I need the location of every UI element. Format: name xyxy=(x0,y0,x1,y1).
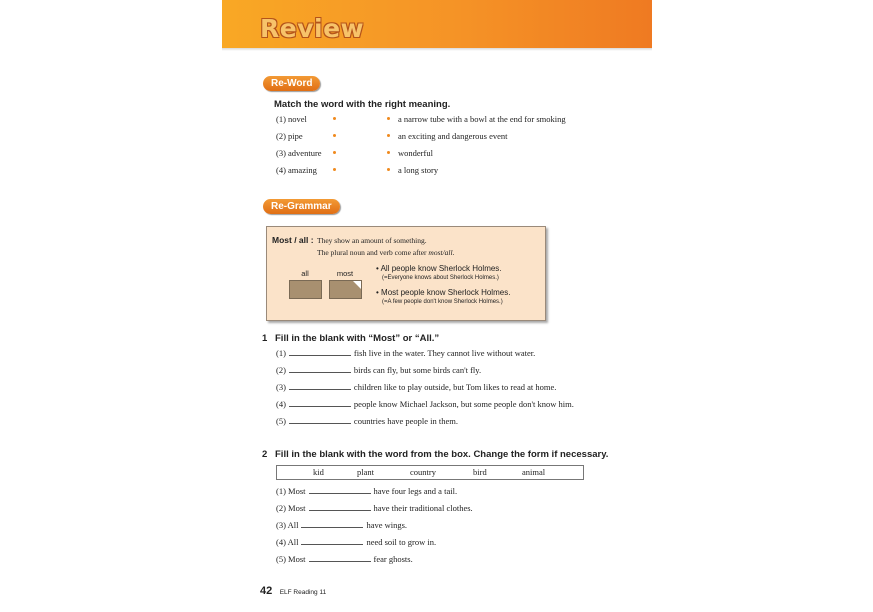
answer-blank[interactable] xyxy=(301,536,363,545)
answer-blank[interactable] xyxy=(289,364,351,373)
grammar-box xyxy=(266,226,546,321)
reword-word: (1) novel xyxy=(276,114,307,124)
match-dot-right[interactable] xyxy=(387,134,390,137)
example-all: • All people know Sherlock Holmes. xyxy=(376,264,502,273)
match-dot-left[interactable] xyxy=(333,134,336,137)
ex2-item xyxy=(276,519,407,530)
word-box xyxy=(276,465,584,480)
item-num: (2) xyxy=(276,365,286,375)
answer-blank[interactable] xyxy=(309,485,371,494)
grammar-line1: They show an amount of something. xyxy=(317,236,427,245)
example-most-note: (=A few people don't know Sherlock Holmes.) xyxy=(382,299,503,305)
item-text: fish live in the water. They cannot live without water. xyxy=(353,348,536,358)
item-text: have four legs and a tail. xyxy=(373,486,458,496)
answer-blank[interactable] xyxy=(289,415,351,424)
reword-meaning: wonderful xyxy=(398,148,433,158)
match-dot-right[interactable] xyxy=(387,168,390,171)
ex1-item xyxy=(276,398,574,409)
answer-blank[interactable] xyxy=(289,398,351,407)
answer-blank[interactable] xyxy=(289,347,351,356)
grammar-title: Most / all : xyxy=(272,235,314,245)
ex1-instruction: Fill in the blank with “Most” or “All.” xyxy=(275,333,440,344)
item-text: countries have people in them. xyxy=(353,416,459,426)
reword-meaning: an exciting and dangerous event xyxy=(398,131,508,141)
ex1-item xyxy=(276,381,556,392)
reword-word: (3) adventure xyxy=(276,148,322,158)
reword-instruction: Match the word with the right meaning. xyxy=(274,99,451,110)
box-word: bird xyxy=(473,467,487,477)
box-word: kid xyxy=(313,467,324,477)
match-dot-left[interactable] xyxy=(333,168,336,171)
answer-blank[interactable] xyxy=(309,502,371,511)
reword-word: (2) pipe xyxy=(276,131,303,141)
ex2-item xyxy=(276,536,436,547)
match-dot-right[interactable] xyxy=(387,117,390,120)
example-most: • Most people know Sherlock Holmes. xyxy=(376,288,511,297)
ex2-instruction: Fill in the blank with the word from the box. Change the form if necessary. xyxy=(275,449,609,460)
ex2-item xyxy=(276,553,413,564)
reword-label: Re-Word xyxy=(263,76,320,91)
header-banner xyxy=(222,0,652,48)
box-word: animal xyxy=(522,467,546,477)
grammar-line2-em: most/all. xyxy=(428,248,455,257)
item-num: (2) Most xyxy=(276,503,306,513)
item-num: (5) Most xyxy=(276,554,306,564)
ex1-item xyxy=(276,364,481,375)
reword-meaning: a narrow tube with a bowl at the end for smoking xyxy=(398,114,566,124)
answer-blank[interactable] xyxy=(301,519,363,528)
match-dot-left[interactable] xyxy=(333,117,336,120)
page-number: 42 xyxy=(260,585,273,597)
all-illustration xyxy=(289,280,322,299)
page-title: Review xyxy=(260,14,365,43)
most-corner-icon xyxy=(330,281,361,298)
answer-blank[interactable] xyxy=(309,553,371,562)
book-title: ELF Reading 11 xyxy=(279,589,327,596)
item-num: (1) xyxy=(276,348,286,358)
answer-blank[interactable] xyxy=(289,381,351,390)
item-text: birds can fly, but some birds can't fly. xyxy=(353,365,482,375)
box-word: plant xyxy=(357,467,374,477)
item-text: have their traditional clothes. xyxy=(373,503,473,513)
item-text: children like to play outside, but Tom likes to read at home. xyxy=(353,382,557,392)
ex2-item xyxy=(276,502,473,513)
item-num: (3) xyxy=(276,382,286,392)
page-footer xyxy=(260,581,326,599)
item-num: (4) All xyxy=(276,537,299,547)
ex1-number: 1 xyxy=(262,333,268,344)
ex2-number: 2 xyxy=(262,449,268,460)
ex1-item xyxy=(276,415,458,426)
item-num: (1) Most xyxy=(276,486,306,496)
grammar-line2-text: The plural noun and verb come after xyxy=(317,248,429,257)
grammar-line2 xyxy=(317,248,454,257)
item-text: need soil to grow in. xyxy=(366,537,437,547)
item-num: (3) All xyxy=(276,520,299,530)
box-word: country xyxy=(410,467,436,477)
regrammar-label: Re-Grammar xyxy=(263,199,340,214)
example-all-note: (=Everyone knows about Sherlock Holmes.) xyxy=(382,275,499,281)
most-illustration xyxy=(329,280,362,299)
label-all: all xyxy=(301,269,309,278)
item-text: people know Michael Jackson, but some people don't know him. xyxy=(353,399,574,409)
label-most: most xyxy=(336,269,354,278)
ex1-item xyxy=(276,347,535,358)
item-num: (4) xyxy=(276,399,286,409)
item-text: have wings. xyxy=(366,520,408,530)
item-num: (5) xyxy=(276,416,286,426)
match-dot-left[interactable] xyxy=(333,151,336,154)
item-text: fear ghosts. xyxy=(373,554,413,564)
reword-meaning: a long story xyxy=(398,165,439,175)
match-dot-right[interactable] xyxy=(387,151,390,154)
banner-shadow xyxy=(222,48,652,51)
reword-word: (4) amazing xyxy=(276,165,317,175)
workbook-page xyxy=(222,0,652,612)
ex2-item xyxy=(276,485,457,496)
